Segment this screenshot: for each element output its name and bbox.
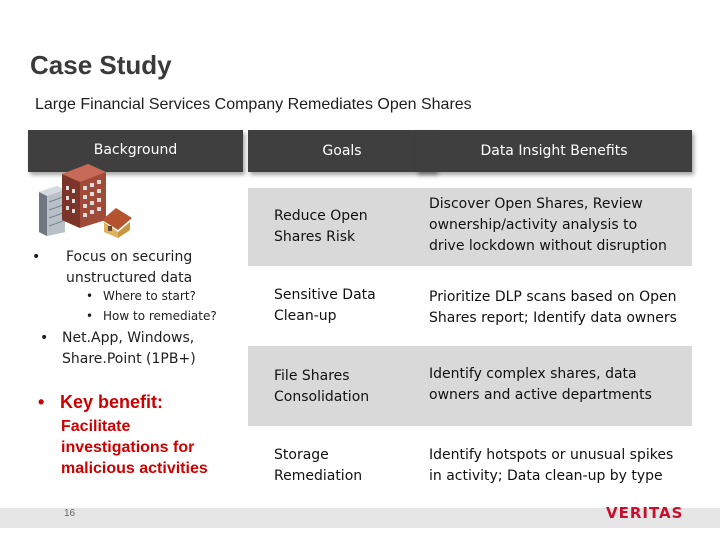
header-goals	[248, 130, 436, 172]
goal-cell	[274, 285, 376, 327]
goal-line: Remediation	[274, 468, 363, 484]
benefit-cell	[429, 445, 673, 487]
sub-bullet-remediate-text: How to remediate?	[103, 309, 217, 323]
table-row	[248, 266, 692, 346]
benefit-cell	[429, 194, 667, 257]
sub-bullet-dot: •	[86, 309, 94, 323]
benefit-line: Shares report; Identify data owners	[429, 310, 677, 326]
goal-line: Clean-up	[274, 308, 337, 324]
benefit-line: Identify complex shares, data	[429, 366, 637, 382]
benefit-line: Prioritize DLP scans based on Open	[429, 289, 677, 305]
benefit-line: owners and active departments	[429, 387, 652, 403]
page-number: 16	[64, 508, 76, 519]
table-row	[248, 188, 692, 266]
goal-cell	[274, 445, 362, 487]
header-benefits-label: Data Insight Benefits	[480, 143, 628, 159]
benefit-line: ownership/activity analysis to	[429, 217, 638, 233]
header-benefits	[416, 130, 692, 172]
bullet-focus-line1: Focus on securing	[66, 249, 193, 265]
bullet-focus-line2: unstructured data	[66, 270, 193, 286]
key-benefit-line3: malicious activities	[61, 460, 208, 477]
table-row	[248, 346, 692, 426]
benefit-line: drive lockdown without disruption	[429, 238, 667, 254]
key-benefit-line1: Facilitate	[61, 418, 131, 435]
bullet-dot: •	[32, 249, 41, 265]
benefit-line: in activity; Data clean-up by type	[429, 468, 663, 484]
bullet-platforms-line2: Share.Point (1PB+)	[62, 351, 196, 367]
house-icon	[100, 206, 134, 238]
key-benefit-label: Key benefit:	[60, 392, 164, 412]
goal-cell	[274, 366, 369, 408]
benefit-line: Identify hotspots or unusual spikes	[429, 447, 674, 463]
key-benefit-line2: investigations for	[61, 439, 195, 456]
table-row	[248, 426, 692, 508]
benefit-cell	[429, 287, 677, 329]
benefit-line: Discover Open Shares, Review	[429, 196, 643, 212]
page-subtitle: Large Financial Services Company Remediates Open Shares	[35, 96, 472, 113]
goal-cell	[274, 206, 368, 248]
bullet-dot: •	[40, 330, 49, 346]
veritas-logo: VERITAS	[606, 504, 684, 522]
goal-line: File Shares	[274, 368, 350, 384]
bullet-dot: •	[38, 392, 45, 412]
sub-bullet-dot: •	[86, 289, 94, 303]
goal-line: Sensitive Data	[274, 287, 376, 303]
goal-line: Shares Risk	[274, 229, 356, 245]
header-background-label: Background	[93, 142, 178, 158]
key-benefit-text	[61, 416, 208, 479]
benefit-cell	[429, 364, 652, 406]
goal-line: Storage	[274, 447, 329, 463]
sub-bullet-start-text: Where to start?	[103, 289, 196, 303]
page-title: Case Study	[30, 50, 172, 80]
bullet-platforms-line1: Net.App, Windows,	[62, 330, 195, 346]
header-goals-label: Goals	[322, 143, 362, 159]
goal-line: Consolidation	[274, 389, 370, 405]
goal-line: Reduce Open	[274, 208, 368, 224]
